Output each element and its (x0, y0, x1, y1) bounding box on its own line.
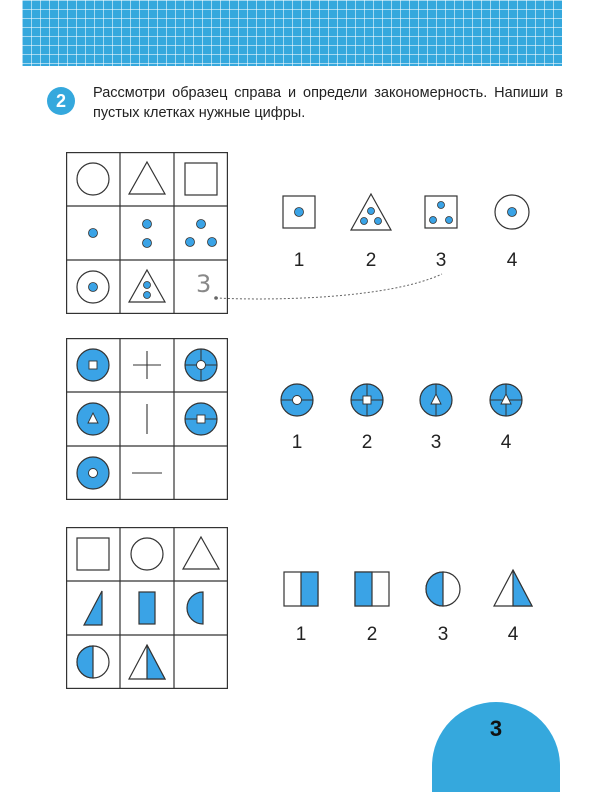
dot (144, 292, 151, 299)
handwritten-answer: 3 (196, 270, 212, 298)
puzzle-3-options (270, 568, 550, 678)
dot (89, 229, 98, 238)
half-triangle-shape (84, 591, 102, 625)
option-label: 1 (293, 250, 305, 271)
option-label: 3 (430, 432, 442, 453)
dot (197, 220, 206, 229)
option-label: 2 (365, 250, 377, 271)
task-number: 2 (55, 90, 66, 111)
puzzle-1-options (270, 190, 550, 300)
task-number-badge (47, 87, 75, 115)
circle-shape (77, 163, 109, 195)
option-label: 4 (507, 624, 519, 645)
dot (143, 239, 152, 248)
option-label: 2 (366, 624, 378, 645)
task-instruction: Рассмотри образец справа и определи закономерность. Напиши в пустых клетках нужные цифры. (93, 85, 563, 121)
dot (208, 238, 217, 247)
half-square-shape (139, 592, 155, 624)
dot (144, 282, 151, 289)
triangle-shape (129, 162, 165, 194)
dot (186, 238, 195, 247)
square-shape (185, 163, 217, 195)
option-label: 4 (506, 250, 518, 271)
option-label: 3 (435, 250, 447, 271)
option-label: 1 (295, 624, 307, 645)
page-number: 3 (489, 716, 503, 741)
dot (89, 283, 98, 292)
page-number-badge (432, 702, 560, 792)
puzzle-2-options (270, 380, 550, 490)
plus-lines (133, 351, 161, 379)
puzzle-3-grid (66, 527, 228, 689)
header-grid-band (22, 0, 562, 66)
puzzle-2-grid (66, 338, 228, 500)
option-label: 4 (500, 432, 512, 453)
dot (143, 220, 152, 229)
square-with-three-dots-icon (425, 196, 457, 228)
option-label: 3 (437, 624, 449, 645)
option-label: 2 (361, 432, 373, 453)
circle-shape (131, 538, 163, 570)
half-circle-shape (187, 592, 203, 624)
triangle-shape (183, 537, 219, 569)
option-label: 1 (291, 432, 303, 453)
square-shape (77, 538, 109, 570)
